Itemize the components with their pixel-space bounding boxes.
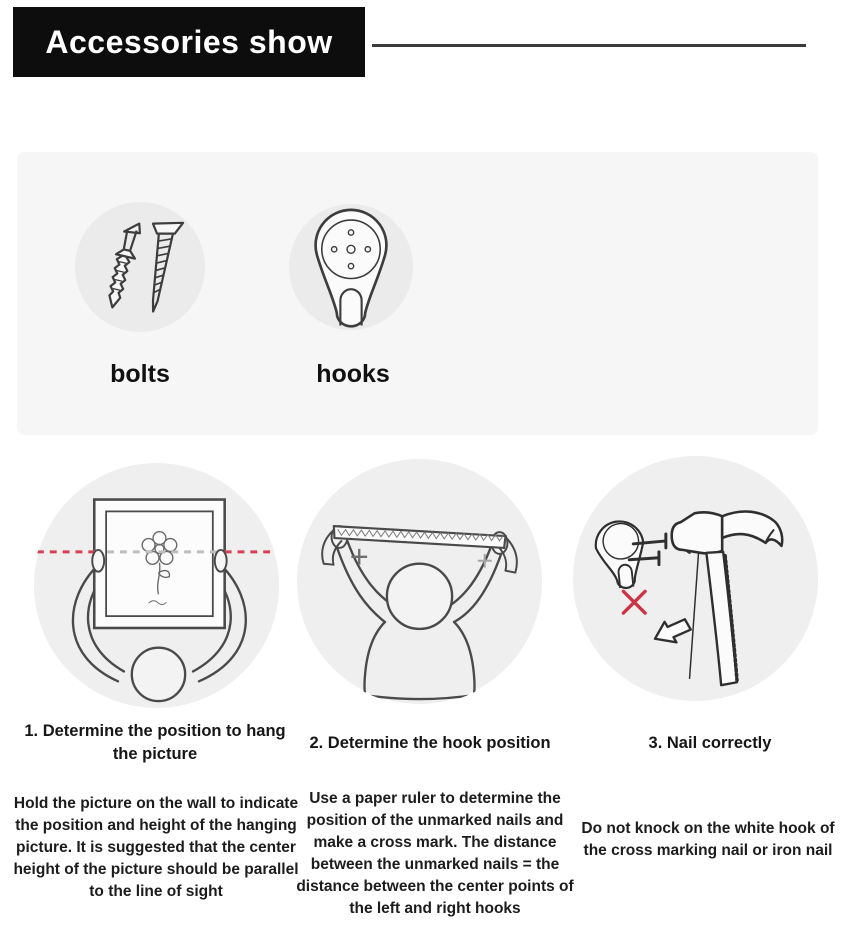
accessories-panel: [17, 152, 818, 435]
step3-description: Do not knock on the white hook of the cross marking nail or iron nail: [581, 820, 835, 859]
wall-anchor-screw-icon: [80, 207, 200, 327]
step2-illustration-circle: [296, 458, 543, 705]
step2-caption: 2. Determine the hook position: [309, 734, 551, 752]
person-holding-paper-ruler-illustration: [296, 458, 543, 705]
hooks-image-circle: [289, 204, 413, 330]
step1-illustration-circle: [33, 462, 280, 709]
section-title: Accessories show: [45, 23, 333, 60]
hooks-label: hooks: [316, 360, 390, 388]
bolts-label: bolts: [110, 360, 170, 388]
title-divider-line: [372, 44, 806, 47]
step2-description: Use a paper ruler to determine the position of the unmarked nails and make a cross mark. The distance between the unmarked nails = the distance between the center points of the left and right hooks: [296, 790, 574, 917]
section-title-banner: [13, 7, 365, 77]
step1-caption: 1. Determine the position to hang the picture: [24, 722, 286, 763]
step3-illustration-circle: [572, 455, 819, 702]
bolts-image-circle: [75, 202, 205, 332]
person-holding-picture-frame-illustration: [33, 462, 280, 709]
picture-hook-icon: [295, 205, 407, 329]
step1-description: Hold the picture on the wall to indicate the position and height of the hanging picture. It is suggested that the center height of the picture should be parallel to the line of sight: [13, 795, 299, 900]
hammer-and-hook-illustration: [572, 455, 819, 702]
step3-caption: 3. Nail correctly: [648, 734, 772, 752]
